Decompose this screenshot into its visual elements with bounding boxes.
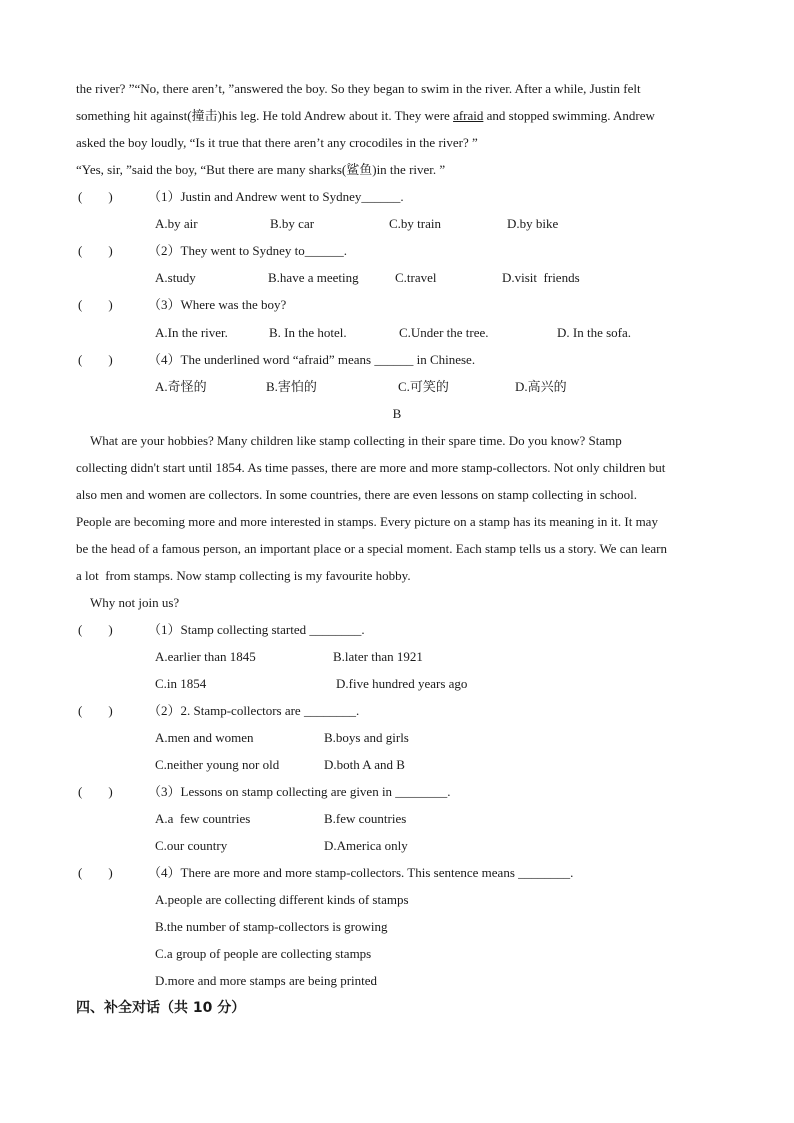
passage-b-line-3: also men and women are collectors. In some countries, there are even lessons on stamp collecting in school. [76,487,637,502]
question-b4-option-c: C.a group of people are collecting stamps [155,946,372,961]
question-b2-option-b: B.boys and girls [324,730,409,745]
question-b1-option-d: D.five hundred years ago [336,676,468,691]
answer-blank-a2[interactable]: ( ) [78,243,113,258]
question-b3-option-b: B.few countries [324,811,407,826]
answer-blank-b1[interactable]: ( ) [78,622,113,637]
question-b4-option-a: A.people are collecting different kinds of stamps [155,892,409,907]
question-a2-option-b: B.have a meeting [268,270,359,285]
passage-b-line-1: What are your hobbies? Many children like stamp collecting in their spare time. Do you know? Stamp [90,433,622,448]
answer-blank-a4[interactable]: ( ) [78,352,113,367]
passage-b-line-6: a lot from stamps. Now stamp collecting is my favourite hobby. [76,568,411,583]
passage-a-line-3: asked the boy loudly, “Is it true that there aren’t any crocodiles in the river? ” [76,135,478,150]
answer-blank-b2[interactable]: ( ) [78,703,113,718]
question-a4-option-c: C.可笑的 [398,379,449,394]
answer-blank-a1[interactable]: ( ) [78,189,113,204]
question-b1-option-b: B.later than 1921 [333,649,423,664]
underlined-word-afraid: afraid [453,108,484,123]
question-a4-option-b: B.害怕的 [266,379,317,394]
question-a4-option-a: A.奇怪的 [155,379,207,394]
passage-b-line-7: Why not join us? [90,595,180,610]
question-b3-option-c: C.our country [155,838,228,853]
question-a1-stem: （1）Justin and Andrew went to Sydney______. [148,189,404,204]
section-4-heading: 四、补全对话（共 10 分） [76,1000,246,1016]
question-b4-option-b: B.the number of stamp-collectors is growing [155,919,388,934]
question-b2-option-c: C.neither young nor old [155,757,280,772]
section-b-label: B [392,406,402,421]
question-a3-option-b: B. In the hotel. [269,325,347,340]
question-b1-stem: （1）Stamp collecting started ________. [148,622,365,637]
question-a4-option-d: D.高兴的 [515,379,567,394]
question-b2-option-a: A.men and women [155,730,254,745]
passage-b-line-4: People are becoming more and more interested in stamps. Every picture on a stamp has its meaning in it. It may [76,514,658,529]
question-a3-stem: （3）Where was the boy? [148,297,287,312]
question-b2-option-d: D.both A and B [324,757,405,772]
question-b3-stem: （3）Lessons on stamp collecting are given in ________. [148,784,451,799]
passage-a-line-1: the river? ”“No, there aren’t, ”answered the boy. So they began to swim in the river. After a while, Justin felt [76,81,641,96]
question-a1-option-a: A.by air [155,216,198,231]
passage-b-line-2: collecting didn't start until 1854. As time passes, there are more and more stamp-collectors. Not only children but [76,460,666,475]
question-b1-option-c: C.in 1854 [155,676,207,691]
answer-blank-a3[interactable]: ( ) [78,297,113,312]
question-a2-stem: （2）They went to Sydney to______. [148,243,347,258]
answer-blank-b3[interactable]: ( ) [78,784,113,799]
question-b3-option-d: D.America only [324,838,408,853]
question-a3-option-c: C.Under the tree. [399,325,489,340]
question-b4-option-d: D.more and more stamps are being printed [155,973,378,988]
question-a3-option-d: D. In the sofa. [557,325,632,340]
question-b3-option-a: A.a few countries [155,811,251,826]
question-a3-option-a: A.In the river. [155,325,228,340]
question-a2-option-d: D.visit friends [502,270,580,285]
passage-a-line-2 [76,107,655,125]
question-b4-stem: （4）There are more and more stamp-collectors. This sentence means ________. [148,865,574,880]
passage-a-line-2-end: and stopped swimming. Andrew [483,108,655,123]
passage-a-line-2-start: something hit against(撞击)his leg. He told Andrew about it. They were [76,108,454,123]
question-b2-stem: （2）2. Stamp-collectors are ________. [148,703,360,718]
question-a2-option-a: A.study [155,270,196,285]
question-a4-stem: （4）The underlined word “afraid” means ______ in Chinese. [148,352,476,367]
question-a1-option-b: B.by car [270,216,315,231]
passage-b-line-5: be the head of a famous person, an important place or a special moment. Each stamp tells us a story. We can learn [76,541,667,556]
question-b1-option-a: A.earlier than 1845 [155,649,256,664]
question-a2-option-c: C.travel [395,270,437,285]
answer-blank-b4[interactable]: ( ) [78,865,113,880]
question-a1-option-c: C.by train [389,216,441,231]
question-a1-option-d: D.by bike [507,216,559,231]
passage-a-line-4: “Yes, sir, ”said the boy, “But there are many sharks(鲨鱼)in the river. ” [76,162,446,177]
